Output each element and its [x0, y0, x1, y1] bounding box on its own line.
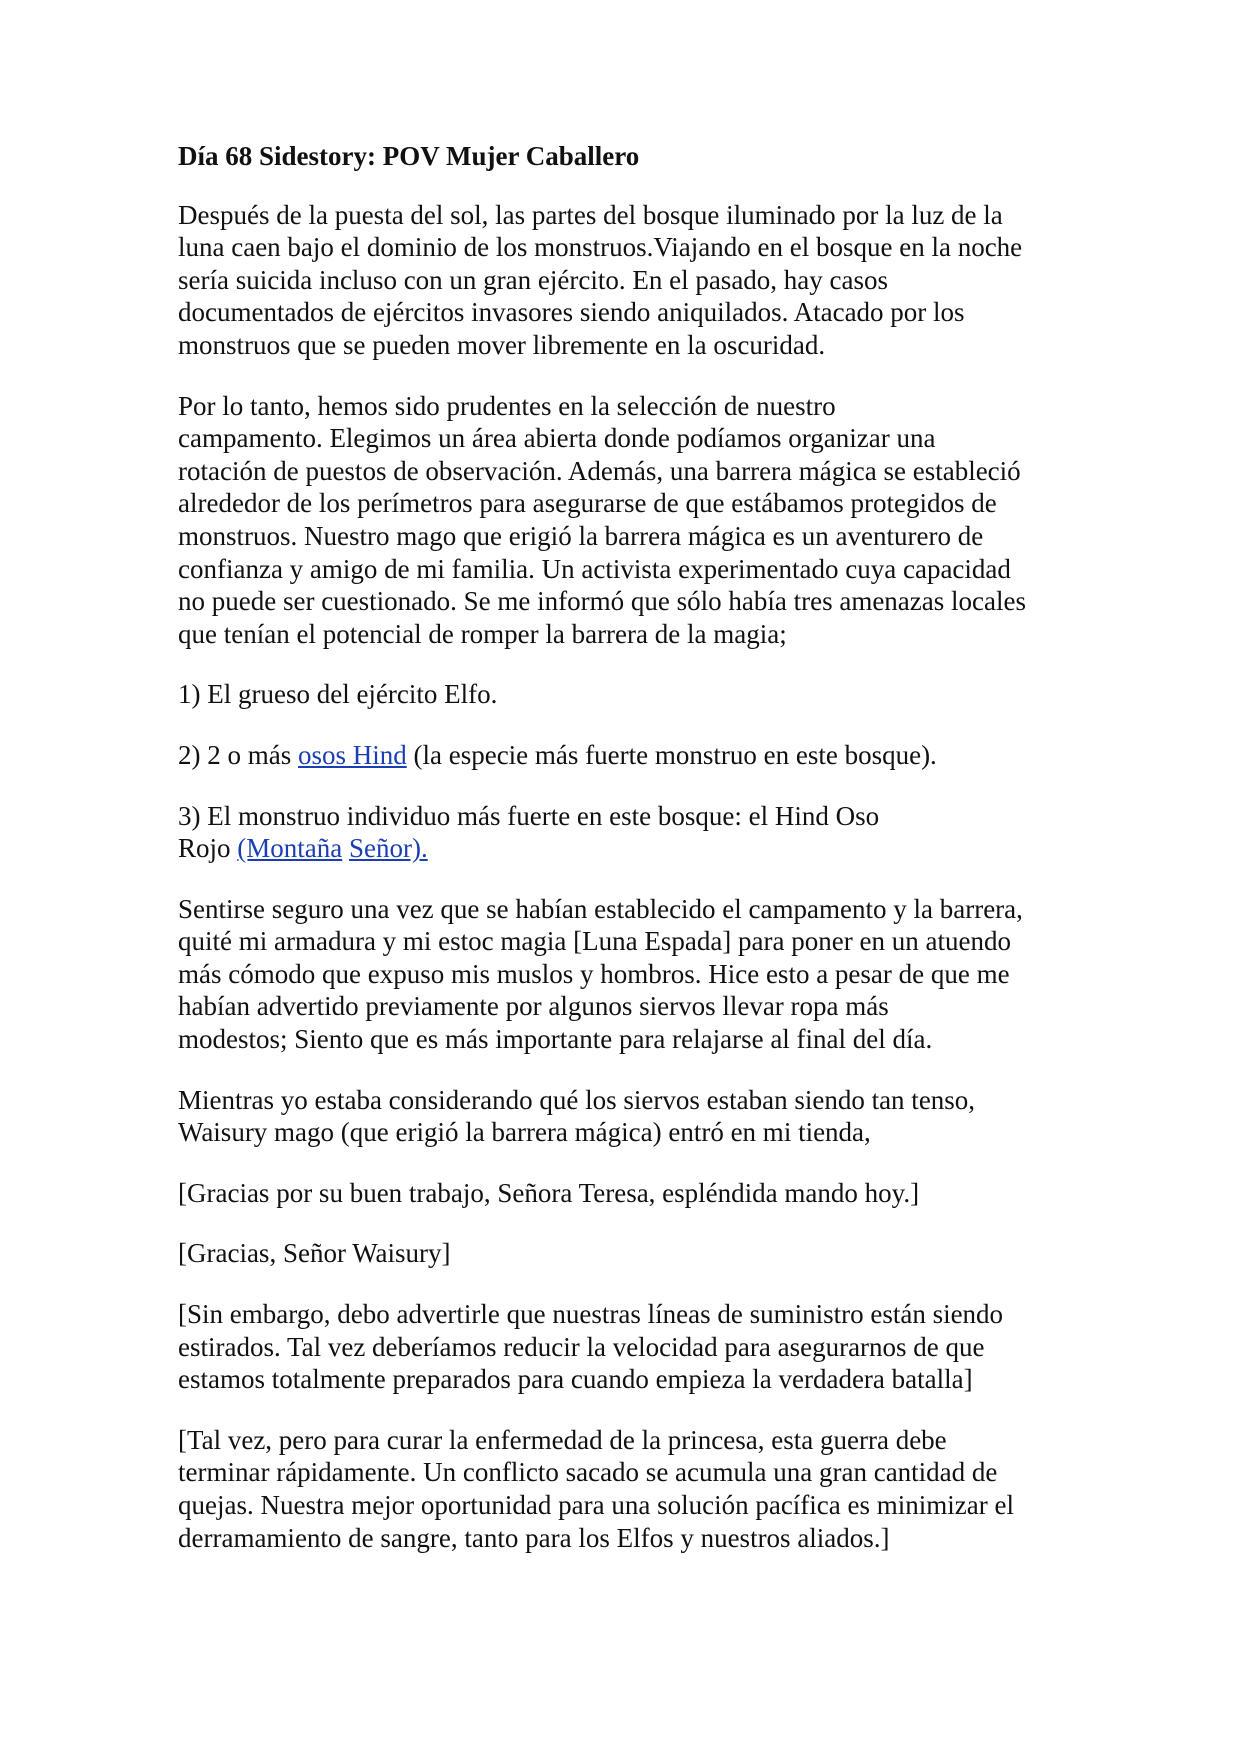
- list-item-3: [178, 800, 1078, 865]
- text-line: no puede ser cuestionado. Se me informó que sólo había tres amenazas locales: [178, 586, 1026, 617]
- text-line: [Sin embargo, debo advertirle que nuestras líneas de suministro están siendo: [178, 1299, 1004, 1330]
- document-page: [178, 140, 1078, 1582]
- montana-link[interactable]: (Montaña: [237, 833, 343, 864]
- text-line: quejas. Nuestra mejor oportunidad para una solución pacífica es minimizar el: [178, 1490, 1014, 1520]
- senor-link[interactable]: Señor).: [348, 833, 428, 864]
- text-segment: 2) 2 o más: [178, 739, 298, 770]
- text-segment: Rojo: [178, 833, 238, 864]
- text-line: que tenían el potencial de romper la barrera de la magia;: [178, 618, 787, 649]
- text-line: sería suicida incluso con un gran ejército. En el pasado, hay casos: [178, 264, 889, 295]
- text-line: Sentirse seguro una vez que se habían establecido el campamento y la barrera,: [178, 893, 1023, 924]
- text-line: estirados. Tal vez deberíamos reducir la velocidad para asegurarnos de que: [178, 1331, 985, 1362]
- text-line: [Tal vez, pero para curar la enfermedad de la princesa, esta guerra debe: [178, 1424, 947, 1455]
- text-segment: (la especie más fuerte monstruo en este bosque).: [406, 739, 937, 770]
- text-line: [178, 832, 1078, 865]
- text-line: 1) El grueso del ejército Elfo.: [178, 679, 498, 710]
- paragraph-2: [178, 390, 1078, 651]
- list-item-2: [178, 739, 1078, 772]
- dialogue-2: [178, 1237, 1078, 1270]
- text-line: Después de la puesta del sol, las partes del bosque iluminado por la luz de la: [178, 199, 1003, 230]
- paragraph-3: [178, 893, 1078, 1056]
- list-item-1: [178, 678, 1078, 711]
- text-line: Waisury mago (que erigió la barrera mágica) entró en mi tienda,: [178, 1117, 871, 1148]
- text-line: campamento. Elegimos un área abierta donde podíamos organizar una: [178, 423, 936, 454]
- text-line: quité mi armadura y mi estoc magia [Luna Espada] para poner en un atuendo: [178, 926, 1011, 957]
- text-line: rotación de puestos de observación. Además, una barrera mágica se estableció: [178, 455, 1021, 486]
- paragraph-1: [178, 199, 1078, 362]
- paragraph-4: [178, 1084, 1078, 1149]
- text-line: derramamiento de sangre, tanto para los Elfos y nuestros aliados.]: [178, 1522, 890, 1553]
- text-line: confianza y amigo de mi familia. Un activista experimentado cuya capacidad: [178, 553, 1011, 584]
- text-line: [178, 739, 1078, 772]
- text-line: 3) El monstruo individuo más fuerte en este bosque: el Hind Oso: [178, 800, 880, 831]
- document-title: Día 68 Sidestory: POV Mujer Caballero: [178, 141, 640, 171]
- text-line: documentados de ejércitos invasores siendo aniquilados. Atacado por los: [178, 297, 965, 328]
- text-line: [Gracias por su buen trabajo, Señora Teresa, espléndida mando hoy.]: [178, 1177, 920, 1208]
- text-line: luna caen bajo el dominio de los monstruos.Viajando en el bosque en la noche: [178, 232, 1023, 263]
- dialogue-4: [178, 1424, 1078, 1554]
- text-line: Por lo tanto, hemos sido prudentes en la selección de nuestro: [178, 390, 836, 421]
- text-line: habían advertido previamente por algunos siervos llevar ropa más: [178, 991, 889, 1022]
- text-line: estamos totalmente preparados para cuando empieza la verdadera batalla]: [178, 1364, 973, 1395]
- text-line: más cómodo que expuso mis muslos y hombros. Hice esto a pesar de que me: [178, 958, 1010, 989]
- osos-hind-link[interactable]: osos Hind: [297, 739, 407, 770]
- text-line: monstruos que se pueden mover libremente en la oscuridad.: [178, 329, 826, 360]
- dialogue-3: [178, 1298, 1078, 1396]
- text-line: modestos; Siento que es más importante para relajarse al final del día.: [178, 1024, 933, 1055]
- text-line: alrededor de los perímetros para asegurarse de que estábamos protegidos de: [178, 488, 997, 519]
- text-line: Mientras yo estaba considerando qué los siervos estaban siendo tan tenso,: [178, 1084, 976, 1115]
- text-line: monstruos. Nuestro mago que erigió la barrera mágica es un aventurero de: [178, 520, 984, 551]
- dialogue-1: [178, 1177, 1078, 1210]
- text-line: terminar rápidamente. Un conflicto sacado se acumula una gran cantidad de: [178, 1457, 998, 1488]
- text-line: [Gracias, Señor Waisury]: [178, 1238, 451, 1269]
